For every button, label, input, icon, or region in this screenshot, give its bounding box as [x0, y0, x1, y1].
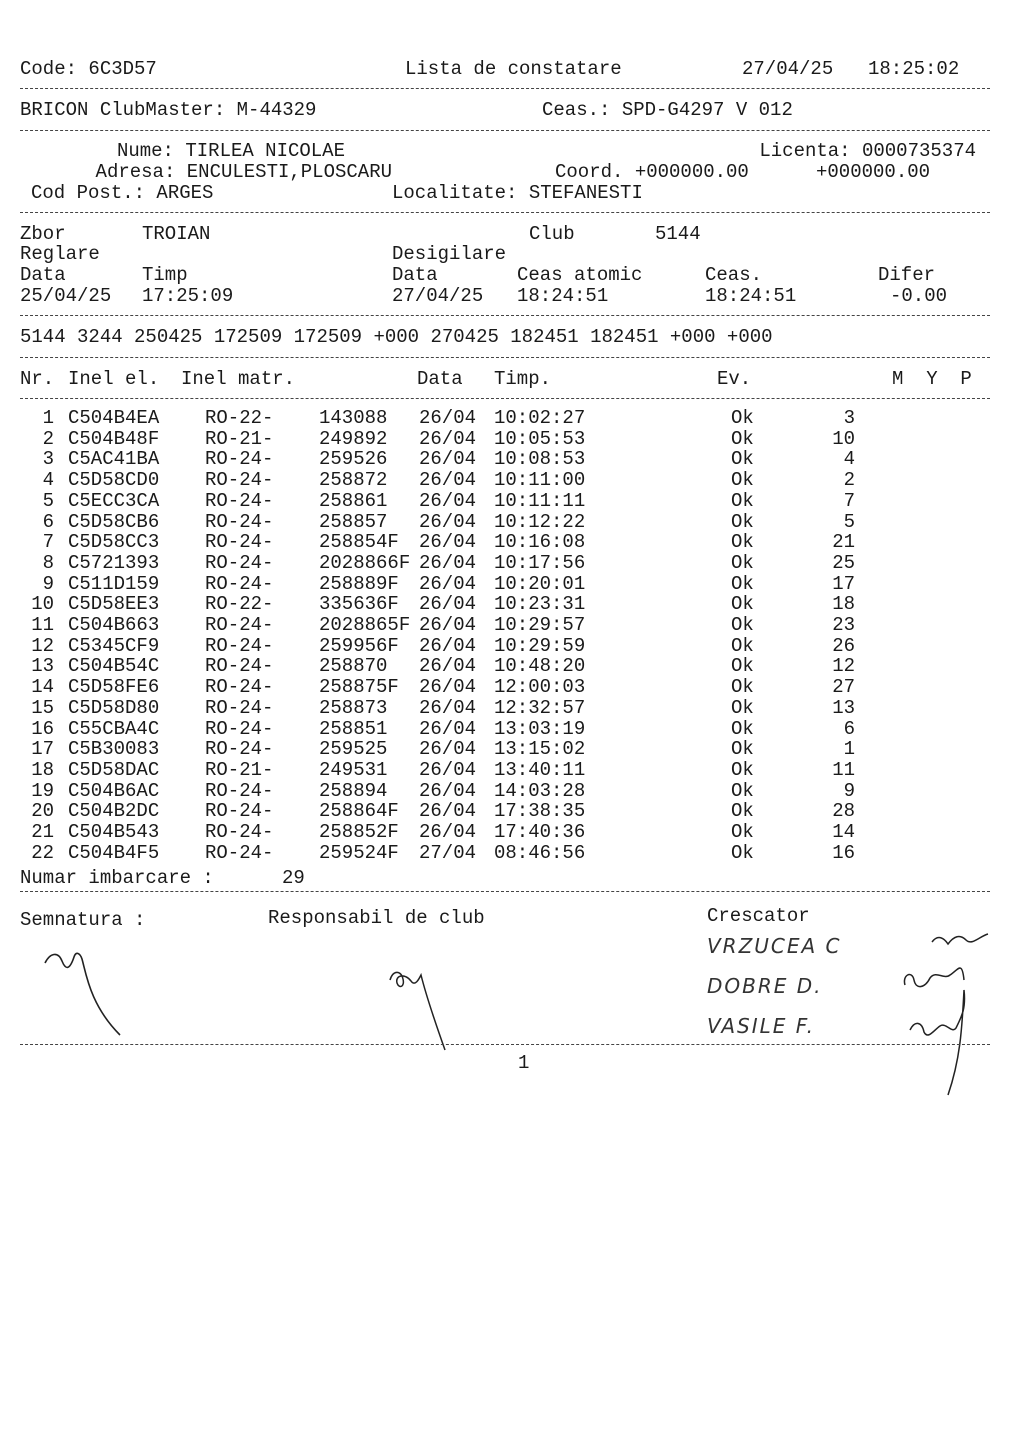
cell-ring-prefix: RO-21-: [205, 427, 274, 450]
cell-time: 17:38:35: [494, 800, 586, 823]
cell-position: 5: [843, 510, 855, 533]
cell-inel-matr: 258889F: [319, 572, 399, 595]
cell-event: Ok: [731, 821, 754, 843]
table-row: [0, 781, 1024, 802]
signature-mark-1: [40, 945, 140, 1045]
cell-inel-matr: 258864F: [319, 800, 399, 823]
table-row: [0, 553, 1024, 574]
separator: [20, 891, 990, 892]
cell-ring-prefix: RO-24-: [205, 717, 274, 740]
difference-label: Difer: [878, 264, 936, 286]
cell-date: 26/04: [419, 531, 477, 554]
clock-time: 18:24:51: [705, 285, 797, 307]
table-row: [0, 636, 1024, 657]
cell-date: 26/04: [419, 427, 477, 450]
table-row: [0, 698, 1024, 719]
cell-inel-el: C5D58CD0: [68, 469, 160, 492]
document-title: Lista de constatare: [405, 58, 622, 80]
cell-date: 26/04: [419, 821, 477, 843]
cell-position: 27: [832, 676, 855, 699]
cell-ring-prefix: RO-24-: [205, 800, 274, 823]
table-row: [0, 408, 1024, 429]
cell-time: 12:00:03: [494, 676, 586, 699]
flight-name: TROIAN: [142, 223, 211, 245]
table-row: [0, 801, 1024, 822]
cell-inel-matr: 259524F: [319, 841, 399, 864]
cell-date: 26/04: [419, 655, 477, 678]
cell-nr: 22: [31, 841, 54, 864]
cell-nr: 13: [31, 655, 54, 678]
cell-inel-el: C5D58DAC: [68, 758, 160, 781]
cell-date: 26/04: [419, 717, 477, 740]
table-row: [0, 656, 1024, 677]
table-row: [0, 760, 1024, 781]
cell-event: Ok: [731, 593, 754, 616]
cell-position: 7: [843, 489, 855, 512]
cell-nr: 2: [42, 427, 54, 450]
cell-nr: 17: [31, 738, 54, 761]
cell-position: 10: [832, 427, 855, 450]
cell-inel-el: C504B2DC: [68, 800, 160, 823]
cell-nr: 21: [31, 821, 54, 843]
cell-inel-matr: 259526: [319, 448, 388, 471]
cell-position: 17: [832, 572, 855, 595]
cell-inel-matr: 258852F: [319, 821, 399, 843]
cell-position: 23: [832, 614, 855, 636]
cell-position: 9: [843, 779, 855, 802]
cell-nr: 9: [42, 572, 54, 595]
cell-inel-matr: 258872: [319, 469, 388, 492]
boarding-count-label: Numar imbarcare :: [20, 867, 214, 889]
cell-event: Ok: [731, 676, 754, 699]
cell-time: 10:08:53: [494, 448, 586, 471]
club-value: 5144: [655, 223, 701, 245]
cell-ring-prefix: RO-24-: [205, 655, 274, 678]
club-responsible-label: Responsabil de club: [268, 907, 485, 929]
setting-label: Reglare: [20, 243, 100, 265]
cell-date: 26/04: [419, 593, 477, 616]
signature-mark-2: [385, 965, 455, 1055]
cell-ring-prefix: RO-22-: [205, 407, 274, 429]
cell-nr: 6: [42, 510, 54, 533]
cell-position: 1: [843, 738, 855, 761]
breeder-label: Crescator: [707, 905, 810, 927]
cell-nr: 1: [42, 407, 54, 429]
cell-nr: 14: [31, 676, 54, 699]
cell-inel-el: C55CBA4C: [68, 717, 160, 740]
cell-ring-prefix: RO-24-: [205, 572, 274, 595]
cell-date: 26/04: [419, 510, 477, 533]
table-row: [0, 594, 1024, 615]
cell-time: 08:46:56: [494, 841, 586, 864]
cell-inel-matr: 258870: [319, 655, 388, 678]
cell-position: 14: [832, 821, 855, 843]
cell-inel-matr: 249531: [319, 758, 388, 781]
cell-event: Ok: [731, 448, 754, 471]
cell-time: 10:20:01: [494, 572, 586, 595]
print-date: 27/04/25: [742, 58, 834, 80]
cell-nr: 4: [42, 469, 54, 492]
cell-time: 13:03:19: [494, 717, 586, 740]
table-row: [0, 677, 1024, 698]
cell-date: 26/04: [419, 738, 477, 761]
cell-nr: 7: [42, 531, 54, 554]
cell-inel-matr: 258894: [319, 779, 388, 802]
owner-coord: Coord. +000000.00: [555, 161, 749, 183]
cell-ring-prefix: RO-24-: [205, 841, 274, 864]
clock-id: Ceas.: SPD-G4297 V 012: [542, 99, 793, 121]
cell-event: Ok: [731, 407, 754, 429]
handwritten-name-3: VASILE F.: [707, 1014, 816, 1038]
clubmaster-id: BRICON ClubMaster: M-44329: [20, 99, 317, 121]
club-label: Club: [529, 223, 575, 245]
clock-label: Ceas.: [705, 264, 763, 286]
cell-inel-el: C5D58D80: [68, 696, 160, 719]
difference-value: -0.00: [890, 285, 948, 307]
cell-event: Ok: [731, 614, 754, 636]
cell-inel-el: C5D58CC3: [68, 531, 160, 554]
setting-date: 25/04/25: [20, 285, 112, 307]
cell-date: 26/04: [419, 779, 477, 802]
cell-event: Ok: [731, 800, 754, 823]
table-row: [0, 429, 1024, 450]
atomic-clock-label: Ceas atomic: [517, 264, 643, 286]
cell-inel-matr: 259956F: [319, 634, 399, 657]
cell-event: Ok: [731, 717, 754, 740]
cell-time: 10:12:22: [494, 510, 586, 533]
cell-ring-prefix: RO-24-: [205, 614, 274, 636]
cell-position: 11: [832, 758, 855, 781]
separator: [20, 1044, 990, 1045]
cell-time: 10:29:59: [494, 634, 586, 657]
document-code: Code: 6C3D57: [20, 58, 157, 80]
cell-time: 10:48:20: [494, 655, 586, 678]
cell-date: 26/04: [419, 489, 477, 512]
separator: [20, 398, 990, 399]
print-time: 18:25:02: [868, 58, 960, 80]
col-header-nr: Nr.: [20, 368, 55, 390]
cell-event: Ok: [731, 634, 754, 657]
cell-position: 4: [843, 448, 855, 471]
col-header-data: Data: [417, 368, 463, 390]
cell-date: 27/04: [419, 841, 477, 864]
cell-inel-el: C504B48F: [68, 427, 160, 450]
cell-event: Ok: [731, 551, 754, 574]
cell-inel-el: C504B4F5: [68, 841, 160, 864]
table-row: [0, 615, 1024, 636]
cell-event: Ok: [731, 841, 754, 864]
table-row: [0, 843, 1024, 864]
boarding-count-value: 29: [282, 867, 305, 889]
col-header-inel-el: Inel el.: [68, 368, 160, 390]
cell-event: Ok: [731, 531, 754, 554]
cell-ring-prefix: RO-24-: [205, 634, 274, 657]
table-row: [0, 719, 1024, 740]
table-row: [0, 512, 1024, 533]
setting-time-label: Timp: [142, 264, 188, 286]
cell-inel-el: C504B6AC: [68, 779, 160, 802]
cell-inel-matr: 335636F: [319, 593, 399, 616]
separator: [20, 315, 990, 316]
cell-ring-prefix: RO-24-: [205, 510, 274, 533]
cell-date: 26/04: [419, 407, 477, 429]
cell-nr: 20: [31, 800, 54, 823]
cell-inel-el: C504B663: [68, 614, 160, 636]
cell-position: 3: [843, 407, 855, 429]
cell-inel-el: C5AC41BA: [68, 448, 160, 471]
cell-time: 10:11:00: [494, 469, 586, 492]
cell-inel-el: C5721393: [68, 551, 160, 574]
cell-inel-matr: 258875F: [319, 676, 399, 699]
cell-inel-el: C504B4EA: [68, 407, 160, 429]
cell-time: 10:11:11: [494, 489, 586, 512]
cell-nr: 16: [31, 717, 54, 740]
cell-date: 26/04: [419, 551, 477, 574]
cell-inel-el: C504B54C: [68, 655, 160, 678]
table-row: [0, 470, 1024, 491]
cell-date: 26/04: [419, 469, 477, 492]
signature-label: Semnatura :: [20, 909, 146, 931]
cell-nr: 19: [31, 779, 54, 802]
cell-event: Ok: [731, 510, 754, 533]
cell-event: Ok: [731, 489, 754, 512]
owner-name: Nume: TIRLEA NICOLAE: [116, 140, 345, 162]
cell-inel-el: C5345CF9: [68, 634, 160, 657]
cell-nr: 15: [31, 696, 54, 719]
owner-address: Adresa: ENCULESTI,PLOSCARU: [95, 161, 392, 183]
cell-date: 26/04: [419, 696, 477, 719]
atomic-clock-time: 18:24:51: [517, 285, 609, 307]
cell-inel-el: C511D159: [68, 572, 160, 595]
flight-label: Zbor: [20, 223, 66, 245]
col-header-inel-matr: Inel matr.: [181, 368, 296, 390]
cell-ring-prefix: RO-24-: [205, 821, 274, 843]
cell-date: 26/04: [419, 614, 477, 636]
cell-inel-el: C5ECC3CA: [68, 489, 160, 512]
unsealing-date-label: Data: [392, 264, 438, 286]
cell-event: Ok: [731, 469, 754, 492]
cell-ring-prefix: RO-24-: [205, 448, 274, 471]
cell-time: 10:29:57: [494, 614, 586, 636]
cell-inel-matr: 143088: [319, 407, 388, 429]
code-line: 5144 3244 250425 172509 172509 +000 270425 182451 182451 +000 +000: [20, 326, 773, 348]
cell-inel-el: C5D58EE3: [68, 593, 160, 616]
cell-time: 10:23:31: [494, 593, 586, 616]
cell-event: Ok: [731, 696, 754, 719]
cell-time: 10:16:08: [494, 531, 586, 554]
cell-inel-matr: 2028866F: [319, 551, 411, 574]
cell-position: 21: [832, 531, 855, 554]
cell-date: 26/04: [419, 448, 477, 471]
cell-nr: 8: [42, 551, 54, 574]
handwritten-name-2: DOBRE D.: [707, 974, 823, 998]
cell-date: 26/04: [419, 572, 477, 595]
cell-nr: 3: [42, 448, 54, 471]
separator: [20, 212, 990, 213]
cell-ring-prefix: RO-24-: [205, 676, 274, 699]
col-header-ev: Ev.: [717, 368, 752, 390]
col-header-timp: Timp.: [494, 368, 552, 390]
cell-time: 10:05:53: [494, 427, 586, 450]
cell-time: 10:02:27: [494, 407, 586, 429]
table-row: [0, 532, 1024, 553]
table-row: [0, 491, 1024, 512]
cell-event: Ok: [731, 738, 754, 761]
cell-date: 26/04: [419, 800, 477, 823]
cell-ring-prefix: RO-24-: [205, 551, 274, 574]
cell-ring-prefix: RO-24-: [205, 779, 274, 802]
cell-ring-prefix: RO-24-: [205, 696, 274, 719]
cell-nr: 18: [31, 758, 54, 781]
cell-ring-prefix: RO-24-: [205, 489, 274, 512]
cell-position: 18: [832, 593, 855, 616]
cell-inel-matr: 258861: [319, 489, 388, 512]
owner-locality: Localitate: STEFANESTI: [392, 182, 643, 204]
cell-date: 26/04: [419, 758, 477, 781]
cell-time: 13:40:11: [494, 758, 586, 781]
cell-nr: 10: [31, 593, 54, 616]
cell-event: Ok: [731, 779, 754, 802]
col-header-myp: M Y P: [892, 368, 972, 390]
cell-position: 16: [832, 841, 855, 864]
cell-inel-el: C5B30083: [68, 738, 160, 761]
cell-event: Ok: [731, 427, 754, 450]
cell-position: 13: [832, 696, 855, 719]
cell-ring-prefix: RO-24-: [205, 469, 274, 492]
cell-time: 13:15:02: [494, 738, 586, 761]
separator: [20, 357, 990, 358]
cell-date: 26/04: [419, 634, 477, 657]
table-row: [0, 739, 1024, 760]
cell-position: 28: [832, 800, 855, 823]
separator: [20, 88, 990, 89]
cell-nr: 5: [42, 489, 54, 512]
separator: [20, 130, 990, 131]
table-row: [0, 574, 1024, 595]
cell-inel-matr: 258873: [319, 696, 388, 719]
unsealing-label: Desigilare: [392, 243, 507, 265]
cell-nr: 12: [31, 634, 54, 657]
cell-position: 6: [843, 717, 855, 740]
cell-time: 14:03:28: [494, 779, 586, 802]
cell-inel-el: C504B543: [68, 821, 160, 843]
cell-inel-matr: 249892: [319, 427, 388, 450]
cell-position: 12: [832, 655, 855, 678]
cell-event: Ok: [731, 572, 754, 595]
signature-mark-3: [930, 930, 1000, 1100]
cell-inel-matr: 2028865F: [319, 614, 411, 636]
cell-ring-prefix: RO-24-: [205, 738, 274, 761]
cell-inel-matr: 258854F: [319, 531, 399, 554]
owner-coord-2: +000000.00: [816, 161, 931, 183]
cell-event: Ok: [731, 655, 754, 678]
cell-inel-el: C5D58CB6: [68, 510, 160, 533]
cell-ring-prefix: RO-21-: [205, 758, 274, 781]
cell-time: 17:40:36: [494, 821, 586, 843]
unsealing-date: 27/04/25: [392, 285, 484, 307]
setting-time: 17:25:09: [142, 285, 234, 307]
cell-nr: 11: [31, 614, 54, 636]
handwritten-name-1: VRZUCEA C: [707, 934, 842, 958]
cell-position: 2: [843, 469, 855, 492]
cell-inel-matr: 258857: [319, 510, 388, 533]
cell-inel-matr: 258851: [319, 717, 388, 740]
cell-time: 12:32:57: [494, 696, 586, 719]
table-row: [0, 449, 1024, 470]
owner-postal-code: Cod Post.: ARGES: [31, 182, 214, 204]
setting-date-label: Data: [20, 264, 66, 286]
cell-inel-el: C5D58FE6: [68, 676, 160, 699]
cell-time: 10:17:56: [494, 551, 586, 574]
page-number: 1: [518, 1052, 530, 1074]
cell-ring-prefix: RO-22-: [205, 593, 274, 616]
cell-position: 25: [832, 551, 855, 574]
cell-position: 26: [832, 634, 855, 657]
cell-event: Ok: [731, 758, 754, 781]
cell-date: 26/04: [419, 676, 477, 699]
cell-inel-matr: 259525: [319, 738, 388, 761]
cell-ring-prefix: RO-24-: [205, 531, 274, 554]
table-row: [0, 822, 1024, 843]
owner-license: Licenta: 0000735374: [759, 140, 976, 162]
